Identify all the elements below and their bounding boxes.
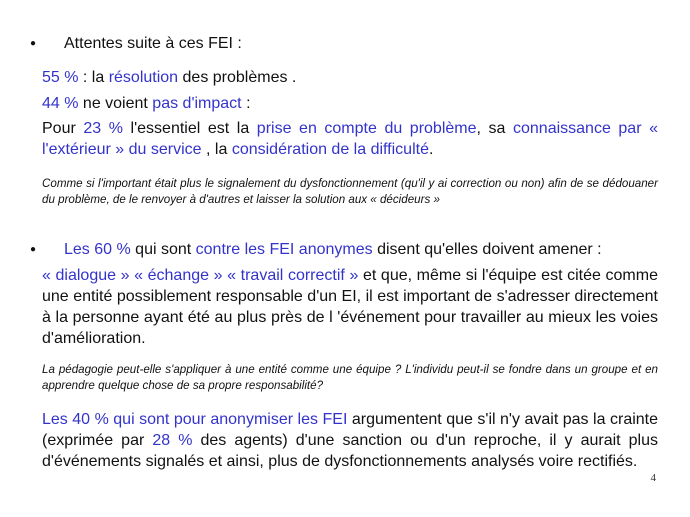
- commentary-note-2: La pédagogie peut-elle s'appliquer à une entité comme une équipe ? L'individu peut-il se fondre dans un groupe et en apprendre quelque chose de sa propre responsabilité?: [42, 363, 658, 392]
- page-number: 4: [650, 472, 656, 484]
- section-heading-60: Les 60 % qui sont contre les FEI anonymes disent qu'elles doivent amener :: [64, 241, 602, 258]
- stat-23: Pour 23 % l'essentiel est la prise en compte du problème, sa connaissance par « l'extérieur » du service , la considération de la difficulté.: [42, 120, 659, 158]
- stat-55: 55 % : la résolution des problèmes .: [42, 69, 297, 86]
- section-heading-attentes: Attentes suite à ces FEI :: [64, 35, 242, 52]
- stat-44: 44 % ne voient pas d'impact :: [42, 95, 251, 112]
- bullet-icon: ●: [30, 244, 37, 255]
- bullet-icon: ●: [30, 38, 37, 49]
- commentary-note-1: Comme si l'important était plus le signalement du dysfonctionnement (qu'il y ai correction ou non) afin de se dédouaner du problème, de le renvoyer à d'autres et laisser la solution aux « décideurs »: [42, 177, 658, 206]
- paragraph-dialogue: « dialogue » « échange » « travail correctif » et que, même si l'équipe est citée comme une entité possiblement responsable d'un EI, il est important de s'adresser directement à la personne ayant été au plus près de l 'événement pour travailler au mieux les voies d'amélioration.: [42, 267, 658, 347]
- paragraph-anonymiser: Les 40 % qui sont pour anonymiser les FEI argumentent que s'il n'y avait pas la crainte (exprimée par 28 % des agents) d'une sanction ou d'un reproche, il y aurait plus d'événements signalés et ainsi, plus de dysfonctionnements analysés voire rectifiés.: [42, 411, 659, 470]
